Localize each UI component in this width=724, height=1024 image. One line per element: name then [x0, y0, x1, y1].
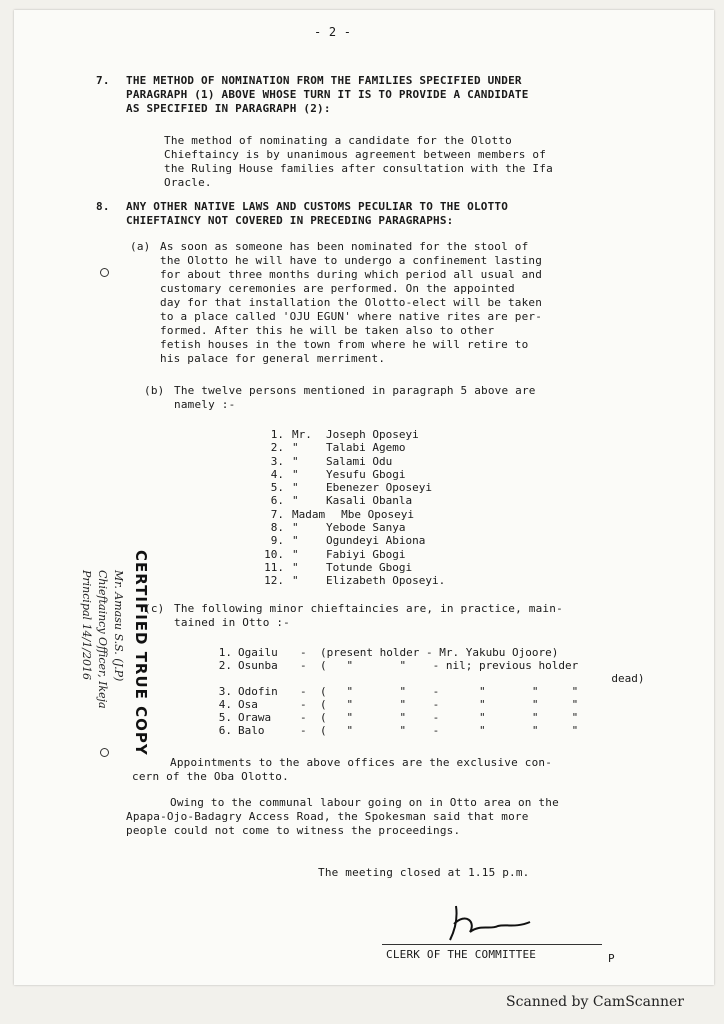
chieftaincy-dash: [300, 672, 314, 685]
person-name: Totunde Gbogi: [326, 560, 413, 574]
person-name: Elizabeth Oposeyi.: [326, 574, 446, 588]
stamp-handwriting-line: Principal 14/1/2016: [80, 570, 93, 680]
item-7-body-line: Chieftaincy is by unanimous agreement between members of: [164, 148, 547, 161]
clerk-title: CLERK OF THE COMMITTEE: [386, 948, 537, 961]
person-name: Fabiyi Gbogi: [326, 547, 406, 561]
person-title: ": [292, 560, 299, 574]
document-page: [14, 10, 714, 985]
chieftaincy-number: 2.: [218, 659, 232, 672]
person-number: 9.: [270, 534, 284, 548]
stamp-handwriting-line: Mr. Amasu S.S. (J.P): [112, 570, 125, 682]
person-name: Yesufu Gbogi: [326, 467, 406, 481]
person-number: 7.: [270, 507, 284, 521]
chieftaincy-title: Osunba: [238, 659, 278, 672]
person-name: Yebode Sanya: [326, 521, 406, 535]
person-title: ": [292, 467, 299, 481]
item-8b-line: The twelve persons mentioned in paragraph 5 above are: [174, 384, 536, 397]
chieftaincy-number: 3.: [218, 685, 232, 698]
item-8c-after-line: cern of the Oba Olotto.: [132, 770, 289, 783]
chieftaincy-row: [214, 711, 645, 724]
chieftaincy-holder: dead): [320, 672, 645, 685]
chieftaincy-number: [214, 672, 232, 685]
item-8-heading-line: ANY OTHER NATIVE LAWS AND CUSTOMS PECULIAR TO THE OLOTTO: [126, 200, 509, 213]
item-8-heading-line: CHIEFTAINCY NOT COVERED IN PRECEDING PARAGRAPHS:: [126, 214, 454, 227]
chieftaincy-holder: (present holder - Mr. Yakubu Ojoore): [320, 646, 559, 659]
person-row: [258, 561, 445, 574]
camscanner-watermark: Scanned by CamScanner: [506, 994, 684, 1010]
chieftaincy-holder: ( " " - " " ": [320, 698, 579, 711]
chieftaincy-title: [238, 672, 300, 685]
item-7-heading-line: AS SPECIFIED IN PARAGRAPH (2):: [126, 102, 331, 115]
item-8-number: 8.: [96, 200, 110, 213]
chieftaincy-title: Odofin: [238, 685, 278, 698]
item-8b-line: namely :-: [174, 398, 236, 411]
item-8b-label: (b): [144, 384, 165, 397]
chieftaincy-title: Orawa: [238, 711, 272, 724]
person-number: 4.: [270, 467, 284, 481]
person-number: 8.: [270, 521, 284, 535]
person-title: ": [292, 454, 299, 468]
closing-para-line: Owing to the communal labour going on in Otto area on the: [170, 796, 559, 809]
meeting-closed-text: The meeting closed at 1.15 p.m.: [318, 866, 530, 879]
chieftaincy-holder: ( " " - " " ": [320, 711, 579, 724]
person-row: [258, 481, 445, 494]
person-row: [258, 494, 445, 507]
person-title: ": [292, 494, 299, 508]
chieftaincy-dash: -: [300, 659, 307, 672]
person-row: [258, 468, 445, 481]
item-8a-line: As soon as someone has been nominated for the stool of: [160, 240, 529, 253]
chieftaincy-title: Osa: [238, 698, 258, 711]
item-8a-line: day for that installation the Olotto-elect will be taken: [160, 296, 543, 309]
item-8a-line: fetish houses in the town from where he will retire to: [160, 338, 529, 351]
person-number: 11.: [264, 560, 284, 574]
person-row: [258, 574, 445, 587]
item-7-number: 7.: [96, 74, 110, 87]
signature-line: [382, 944, 602, 945]
item-8a-line: customary ceremonies are performed. On the appointed: [160, 282, 515, 295]
chieftaincy-dash: -: [300, 711, 307, 724]
person-row: [258, 441, 445, 454]
clerk-signature: [446, 902, 536, 946]
item-8c-label: (c): [144, 602, 165, 615]
item-8a-label: (a): [130, 240, 151, 253]
item-7-body-line: The method of nominating a candidate for the Olotto: [164, 134, 512, 147]
person-title: ": [292, 547, 299, 561]
person-row: [258, 534, 445, 547]
chieftaincy-holder: ( " " - " " ": [320, 685, 579, 698]
person-title: Mr.: [292, 428, 312, 441]
person-name: Joseph Oposeyi: [326, 428, 419, 441]
person-number: 12.: [264, 574, 284, 588]
item-8a-line: his palace for general merriment.: [160, 352, 386, 365]
item-7-heading-line: PARAGRAPH (1) ABOVE WHOSE TURN IT IS TO PROVIDE A CANDIDATE: [126, 88, 529, 101]
person-name: Mbe Oposeyi: [341, 507, 414, 521]
minor-chieftaincies-list: [214, 646, 645, 737]
closing-para-line: Apapa-Ojo-Badagry Access Road, the Spokesman said that more: [126, 810, 529, 823]
person-row: [258, 548, 445, 561]
chieftaincy-row: [214, 724, 645, 737]
person-number: 2.: [270, 441, 284, 455]
stamp-handwriting-line: Chieftaincy Officer, Ikeja: [96, 570, 109, 709]
item-8c-line: tained in Otto :-: [174, 616, 290, 629]
person-number: 10.: [264, 547, 284, 561]
item-7-heading-line: THE METHOD OF NOMINATION FROM THE FAMILIES SPECIFIED UNDER: [126, 74, 522, 87]
person-number: 5.: [270, 481, 284, 495]
person-title: ": [292, 441, 299, 455]
chieftaincy-number: 5.: [218, 711, 232, 724]
person-name: Salami Odu: [326, 454, 393, 468]
person-title: ": [292, 521, 299, 535]
chieftaincy-title: Ogailu: [238, 646, 278, 659]
item-8a-line: to a place called 'OJU EGUN' where native rites are per-: [160, 310, 543, 323]
person-name: Talabi Agemo: [326, 441, 406, 455]
person-name: Ogundeyi Abiona: [326, 534, 426, 548]
punch-hole-mark: [100, 268, 109, 277]
person-title: Madam: [292, 507, 326, 521]
person-number: 3.: [270, 454, 284, 468]
chieftaincy-dash: -: [300, 724, 307, 737]
item-7-body-line: the Ruling House families after consultation with the Ifa: [164, 162, 553, 175]
chieftaincy-number: 1.: [218, 646, 232, 659]
person-row: [258, 428, 445, 441]
chieftaincy-title: Balo: [238, 724, 265, 737]
page-number: - 2 -: [314, 25, 352, 39]
clerk-mark: P: [608, 952, 615, 965]
chieftaincy-dash: -: [300, 646, 307, 659]
chieftaincy-holder: ( " " - nil; previous holder: [320, 659, 579, 672]
chieftaincy-row: [214, 659, 645, 672]
person-title: ": [292, 534, 299, 548]
chieftaincy-row: [214, 698, 645, 711]
item-8c-line: The following minor chieftaincies are, in practice, main-: [174, 602, 563, 615]
person-row: [258, 508, 445, 521]
person-title: ": [292, 574, 299, 588]
certified-true-copy-stamp: CERTIFIED TRUE COPY: [132, 550, 150, 756]
chieftaincy-number: 4.: [218, 698, 232, 711]
item-8a-line: formed. After this he will be taken also to other: [160, 324, 495, 337]
chieftaincy-row: [214, 685, 645, 698]
chieftaincy-dash: -: [300, 698, 307, 711]
person-name: Kasali Obanla: [326, 494, 413, 508]
chieftaincy-holder: ( " " - " " ": [320, 724, 579, 737]
chieftaincy-row: [214, 672, 645, 685]
chieftaincy-number: 6.: [218, 724, 232, 737]
item-8c-after-line: Appointments to the above offices are the exclusive con-: [170, 756, 553, 769]
person-number: 1.: [270, 428, 284, 441]
closing-para-line: people could not come to witness the proceedings.: [126, 824, 461, 837]
punch-hole-mark: [100, 748, 109, 757]
person-number: 6.: [270, 494, 284, 508]
item-8a-line: for about three months during which period all usual and: [160, 268, 543, 281]
chieftaincy-dash: -: [300, 685, 307, 698]
item-7-body-line: Oracle.: [164, 176, 212, 189]
person-row: [258, 455, 445, 468]
person-name: Ebenezer Oposeyi: [326, 481, 432, 495]
person-title: ": [292, 481, 299, 495]
item-8a-line: the Olotto he will have to undergo a confinement lasting: [160, 254, 543, 267]
persons-list: [258, 428, 445, 588]
chieftaincy-row: [214, 646, 645, 659]
person-row: [258, 521, 445, 534]
